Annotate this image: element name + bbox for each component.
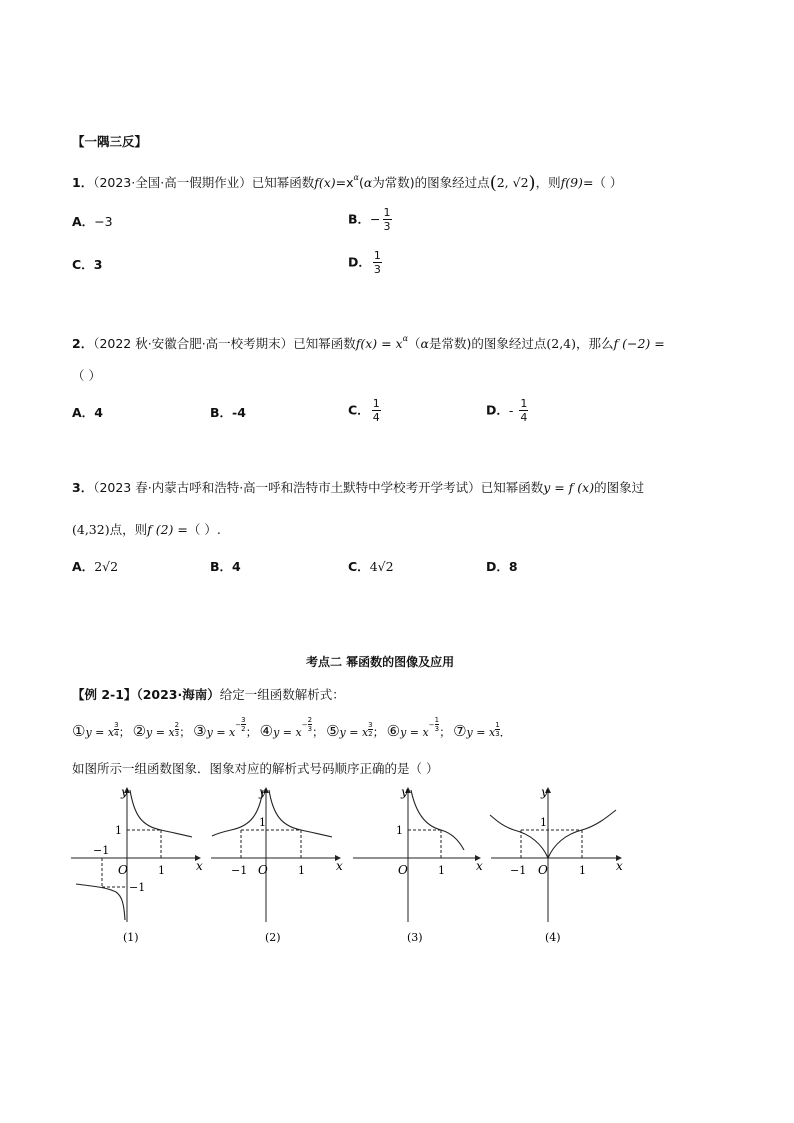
q1-option-d-frac [373, 249, 382, 276]
function-item [132, 720, 192, 740]
q3-point: (4,32) [72, 522, 110, 537]
q1-option-d[interactable] [348, 249, 384, 276]
q2-option-d-frac [519, 397, 528, 424]
q1-option-b-den: 3 [383, 220, 391, 233]
function-mark: ⑥ [386, 721, 401, 740]
q1-option-c[interactable] [72, 257, 102, 273]
function-graphs [66, 784, 626, 950]
q2-option-a-value: 4 [94, 405, 103, 420]
exponent-numerator: 2 [174, 720, 180, 729]
q2-stem-b: （ [408, 336, 421, 351]
q2-option-d-num: 1 [520, 397, 528, 410]
q1-option-d-num: 1 [373, 249, 381, 262]
function-separator: ； [439, 724, 452, 739]
function-base: y = x [273, 725, 302, 739]
q2-option-a-label: A． [72, 405, 95, 420]
function-item [72, 720, 131, 740]
q1-stem-e: =（ ） [582, 175, 623, 190]
q2-fm2: f (−2) = [613, 336, 665, 351]
section-header: 【一隅三反】 [72, 134, 148, 149]
q2-alpha: α [402, 334, 409, 343]
graph-2-x-label: x [336, 859, 343, 873]
example-source: （2023·海南） [136, 687, 220, 702]
exponent-numerator: 1 [495, 720, 500, 729]
q3-stem-d: （ ）. [187, 522, 221, 537]
q2-stem-a: 已知幂函数 [293, 336, 356, 351]
function-exponent [235, 716, 245, 733]
q1-f9: f(9) [560, 175, 583, 190]
exponent-sign: − [428, 720, 435, 729]
function-item [453, 720, 512, 740]
graph-4-tick-y1: 1 [540, 816, 547, 829]
graph-1-tick-xm1: −1 [93, 844, 110, 857]
q3-option-d[interactable] [486, 559, 518, 575]
graph-2-tick-xm1: −1 [231, 864, 248, 877]
q1-number: 1． [72, 175, 94, 190]
q2-option-c-num: 1 [372, 397, 380, 410]
exponent-denominator: 3 [434, 725, 440, 733]
kaodian-title: 考点二 幂函数的图像及应用 [306, 655, 455, 669]
q2-option-b-label: B． [210, 405, 233, 420]
q3-source: （2023 春·内蒙古呼和浩特·高一呼和浩特市土默特中学校考开学考试） [93, 480, 481, 495]
q1-option-a[interactable] [72, 214, 113, 230]
q3-option-a-label: A． [72, 559, 95, 574]
function-mark: ② [132, 721, 147, 740]
graph-4-caption: (4) [545, 931, 561, 944]
q3-option-d-label: D． [486, 559, 509, 574]
function-exponent [302, 716, 312, 733]
q3-option-a[interactable] [72, 559, 118, 575]
graph-4-x-label: x [616, 859, 623, 873]
graph-2 [211, 785, 343, 944]
exponent-denominator: 2 [368, 729, 373, 738]
q2-option-a[interactable] [72, 405, 103, 421]
function-separator: ； [179, 724, 192, 739]
q3-stem-a: 已知幂函数 [480, 480, 544, 495]
q2-option-b-value: -4 [232, 405, 246, 420]
q1-stem-a: 已知幂函数 [251, 175, 315, 190]
function-exponent [429, 716, 439, 733]
example-stem-text: 给定一组函数解析式： [219, 687, 345, 702]
function-base: y = x [146, 725, 175, 739]
function-mark: ③ [193, 721, 207, 740]
graph-2-caption: (2) [265, 931, 281, 944]
example-question: 如图所示一组函数图象．图象对应的解析式号码顺序正确的是（ ） [72, 761, 439, 776]
q2-option-d-label: D． [486, 402, 509, 418]
q2-option-d-den: 4 [520, 411, 528, 424]
function-item [259, 716, 325, 740]
q2-option-c[interactable] [348, 397, 383, 424]
q1-paren-close: ) [528, 172, 536, 194]
exponent-denominator: 3 [307, 725, 313, 733]
example-stem [72, 687, 345, 703]
function-mark: ⑦ [453, 721, 467, 740]
function-mark: ⑤ [326, 721, 340, 740]
function-separator: ； [245, 724, 258, 739]
exponent-numerator: 2 [307, 716, 313, 724]
graph-1-y-label: y [121, 785, 128, 799]
function-base: y = x [85, 725, 115, 739]
q1-fx: f(x) [314, 175, 336, 190]
graph-4 [490, 785, 623, 944]
q2-stem-e: （ ） [72, 368, 101, 383]
graph-3-caption: (3) [407, 931, 423, 944]
q1-alpha2: α [363, 175, 373, 190]
q3-option-c-label: C． [348, 559, 370, 574]
q3-stem-b: 的图象过 [594, 480, 645, 495]
q3-option-b[interactable] [210, 559, 241, 575]
q3-option-d-value: 8 [508, 559, 518, 574]
q3-stem-c: 点，则 [109, 522, 148, 537]
graph-1-tick-x1: 1 [158, 864, 165, 877]
q2-option-c-den: 4 [372, 411, 380, 424]
graph-3-x-label: x [476, 859, 483, 873]
function-item [193, 716, 258, 740]
q3-option-c[interactable] [348, 559, 394, 575]
q2-alpha2: α [420, 336, 429, 351]
function-base: y = x [339, 725, 369, 739]
q2-point: (2,4) [546, 336, 577, 351]
graph-4-tick-xm1: −1 [510, 864, 527, 877]
graph-1-origin: O [118, 863, 128, 877]
q2-number: 2． [72, 336, 94, 351]
q3-option-b-label: B． [210, 559, 233, 574]
function-separator: ． [499, 724, 512, 739]
graph-2-tick-x1: 1 [298, 864, 305, 877]
graph-3-origin: O [398, 863, 408, 877]
q2-stem-d: ，那么 [576, 336, 614, 351]
q1-option-b-sign: − [370, 211, 381, 227]
q1-option-b-label: B． [348, 211, 371, 227]
q1-option-d-den: 3 [373, 263, 381, 276]
question-1 [72, 170, 622, 192]
graph-4-y-label: y [541, 785, 548, 799]
q3-f2: f (2) = [147, 522, 188, 537]
q2-fx: f(x) = x [355, 336, 403, 351]
q1-source: （2023·全国·高一假期作业） [93, 175, 252, 190]
graph-1-x-label: x [196, 859, 203, 873]
graph-3-tick-y1: 1 [396, 824, 403, 837]
q3-option-b-value: 4 [232, 559, 241, 574]
graph-2-tick-y1: 1 [259, 816, 266, 829]
graph-1-caption: (1) [123, 931, 139, 944]
exponent-denominator: 3 [174, 729, 180, 738]
q2-option-c-frac [372, 397, 381, 424]
graph-4-tick-x1: 1 [579, 864, 586, 877]
q1-option-c-value: 3 [93, 257, 103, 272]
function-base: y = x [466, 725, 496, 739]
q1-point: 2, √2 [496, 175, 529, 190]
q2-option-d[interactable] [486, 397, 530, 424]
q1-eq: =x [335, 175, 354, 190]
function-base: y = x [206, 725, 236, 739]
example-label: 【例 2-1】 [72, 687, 137, 702]
q1-option-a-value: −3 [94, 214, 113, 229]
q3-option-c-value: 4√2 [369, 559, 394, 574]
q3-number: 3． [72, 480, 94, 495]
q1-alpha: α [353, 173, 359, 182]
q1-paren-open: ( [489, 172, 497, 194]
graph-3-y-label: y [401, 785, 408, 799]
graph-1 [71, 785, 203, 944]
q1-option-d-label: D． [348, 254, 371, 270]
graph-3 [353, 785, 483, 944]
q1-option-b[interactable] [348, 206, 394, 233]
function-item [386, 716, 452, 740]
q2-option-b[interactable] [210, 405, 246, 421]
exponent-denominator: 3 [495, 729, 500, 738]
q1-option-c-label: C． [72, 257, 94, 272]
function-item [326, 720, 385, 740]
exponent-denominator: 2 [241, 725, 246, 733]
q3-fx: y = f (x) [543, 480, 595, 495]
function-list [72, 716, 514, 740]
q1-option-a-label: A． [72, 214, 95, 229]
exponent-sign: − [235, 720, 242, 729]
exponent-numerator: 3 [368, 720, 373, 729]
question-2 [72, 331, 665, 352]
question-3 [72, 480, 644, 496]
q3-option-a-value: 2√2 [94, 559, 119, 574]
exponent-numerator: 3 [241, 716, 246, 724]
exponent-denominator: 4 [114, 729, 119, 738]
q2-option-c-label: C． [348, 402, 370, 418]
graph-2-y-label: y [259, 785, 266, 799]
q1-option-b-frac [383, 206, 392, 233]
exponent-numerator: 3 [114, 720, 119, 729]
function-mark: ④ [259, 721, 274, 740]
function-separator: ； [312, 724, 325, 739]
q2-source: （2022 秋·安徽合肥·高一校考期末） [93, 336, 294, 351]
q1-stem-b: ( [358, 175, 364, 190]
function-base: y = x [400, 725, 429, 739]
q2-option-d-sign: - [508, 402, 514, 418]
graph-1-tick-ym1: −1 [129, 881, 146, 894]
function-separator: ； [372, 724, 385, 739]
question-3-line2 [72, 522, 221, 538]
function-separator: ； [118, 724, 131, 739]
graph-2-origin: O [258, 863, 268, 877]
exponent-sign: − [301, 720, 308, 729]
exponent-numerator: 1 [434, 716, 440, 724]
graph-3-tick-x1: 1 [438, 864, 445, 877]
q1-stem-d: ，则 [535, 175, 561, 190]
graph-1-tick-y1: 1 [115, 824, 122, 837]
q1-option-b-num: 1 [383, 206, 391, 219]
graph-4-origin: O [538, 863, 548, 877]
q2-stem-c: 是常数)的图象经过点 [428, 336, 547, 351]
q1-stem-c: 为常数)的图象经过点 [372, 175, 490, 190]
function-mark: ① [72, 721, 86, 740]
